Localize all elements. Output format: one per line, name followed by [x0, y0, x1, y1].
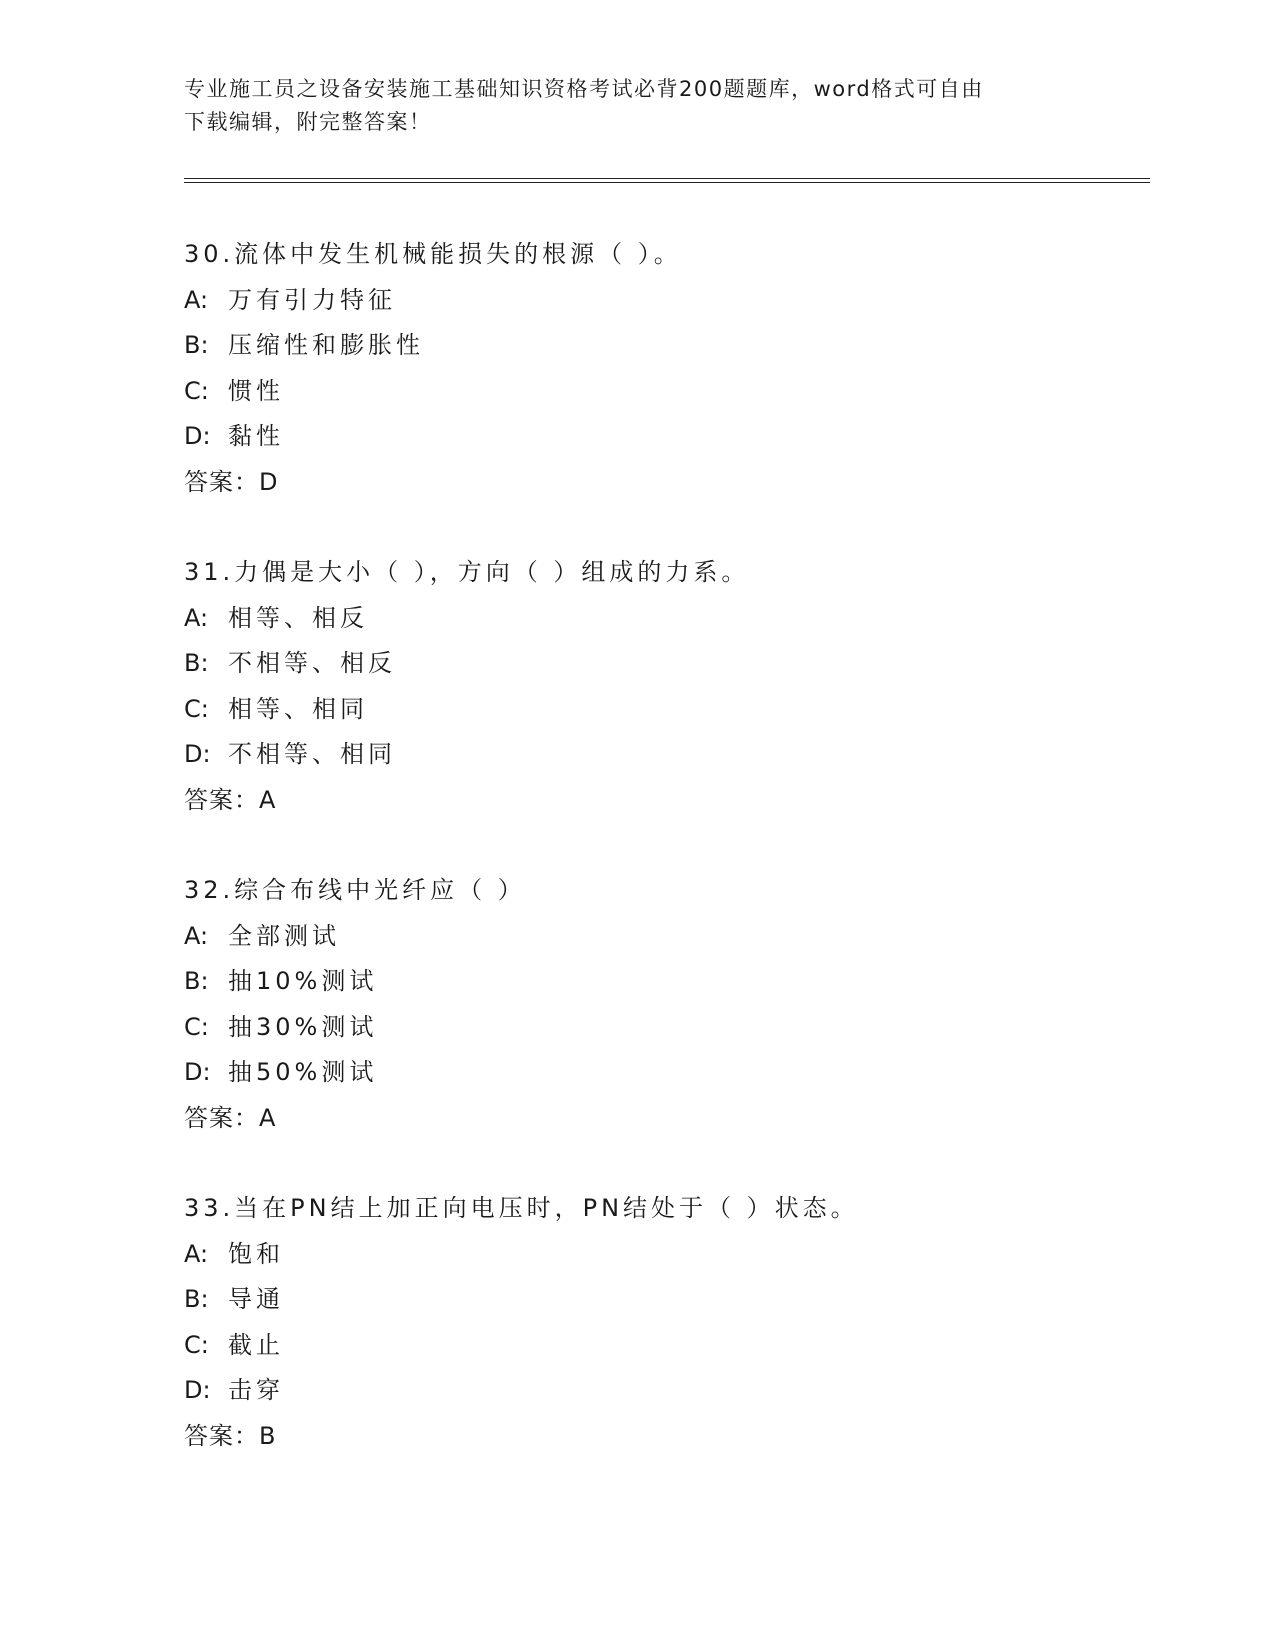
option-letter: C:	[184, 376, 209, 405]
option-text: 抽10%测试	[228, 967, 378, 995]
question-block	[184, 232, 1144, 505]
option-letter: A:	[184, 1239, 209, 1268]
option-letter: B:	[184, 331, 209, 359]
option-letter: C:	[184, 694, 209, 723]
document-header	[184, 73, 1084, 139]
question-block	[184, 1186, 1144, 1459]
option-text: 相等、相同	[228, 694, 368, 723]
option-letter: A:	[184, 603, 209, 632]
option-text: 截止	[228, 1330, 284, 1359]
option-c	[184, 1323, 1144, 1369]
option-letter: B:	[184, 967, 209, 995]
option-d	[184, 1368, 1144, 1414]
option-letter: B:	[184, 1285, 209, 1313]
option-d	[184, 1050, 1144, 1096]
option-c	[184, 687, 1144, 733]
option-d	[184, 732, 1144, 778]
option-text: 全部测试	[228, 921, 340, 950]
option-b	[184, 641, 1144, 687]
header-line-2: 下载编辑，附完整答案！	[184, 110, 432, 134]
option-letter: A:	[184, 921, 209, 950]
option-a	[184, 596, 1144, 642]
option-letter: D:	[184, 422, 211, 450]
option-text: 不相等、相同	[228, 740, 396, 768]
option-text: 抽50%测试	[228, 1058, 378, 1086]
option-letter: D:	[184, 1058, 211, 1086]
question-stem: 32.综合布线中光纤应（ ）	[184, 876, 526, 904]
option-letter: D:	[184, 1376, 211, 1404]
question-stem: 33.当在PN结上加正向电压时，PN结处于（ ）状态。	[184, 1194, 859, 1222]
question-stem: 30.流体中发生机械能损失的根源（ ）。	[184, 240, 682, 268]
option-letter: B:	[184, 649, 209, 677]
option-c	[184, 369, 1144, 415]
question-stem: 31.力偶是大小（ ），方向（ ）组成的力系。	[184, 558, 750, 586]
answer-line: 答案：A	[184, 1103, 277, 1132]
question-block	[184, 868, 1144, 1141]
option-b	[184, 1277, 1144, 1323]
option-text: 击穿	[228, 1376, 284, 1404]
answer-line: 答案：B	[184, 1421, 277, 1450]
option-text: 万有引力特征	[228, 285, 396, 314]
option-text: 不相等、相反	[228, 649, 396, 677]
option-b	[184, 959, 1144, 1005]
option-letter: D:	[184, 740, 211, 768]
option-text: 惯性	[228, 376, 284, 405]
option-letter: C:	[184, 1330, 209, 1359]
question-block	[184, 550, 1144, 823]
option-text: 导通	[228, 1285, 284, 1313]
header-line-1: 专业施工员之设备安装施工基础知识资格考试必背200题题库，word格式可自由	[184, 77, 984, 101]
option-letter: A:	[184, 285, 209, 314]
answer-line: 答案：D	[184, 467, 279, 496]
option-text: 饱和	[228, 1239, 284, 1268]
option-text: 压缩性和膨胀性	[228, 331, 424, 359]
option-text: 黏性	[228, 422, 284, 450]
answer-line: 答案：A	[184, 785, 277, 814]
option-a	[184, 914, 1144, 960]
option-a	[184, 1232, 1144, 1278]
option-a	[184, 278, 1144, 324]
header-divider-bottom	[184, 182, 1150, 183]
option-b	[184, 323, 1144, 369]
option-d	[184, 414, 1144, 460]
option-text: 相等、相反	[228, 603, 368, 632]
option-text: 抽30%测试	[228, 1012, 378, 1041]
option-c	[184, 1005, 1144, 1051]
header-divider-top	[184, 178, 1150, 179]
option-letter: C:	[184, 1012, 209, 1041]
